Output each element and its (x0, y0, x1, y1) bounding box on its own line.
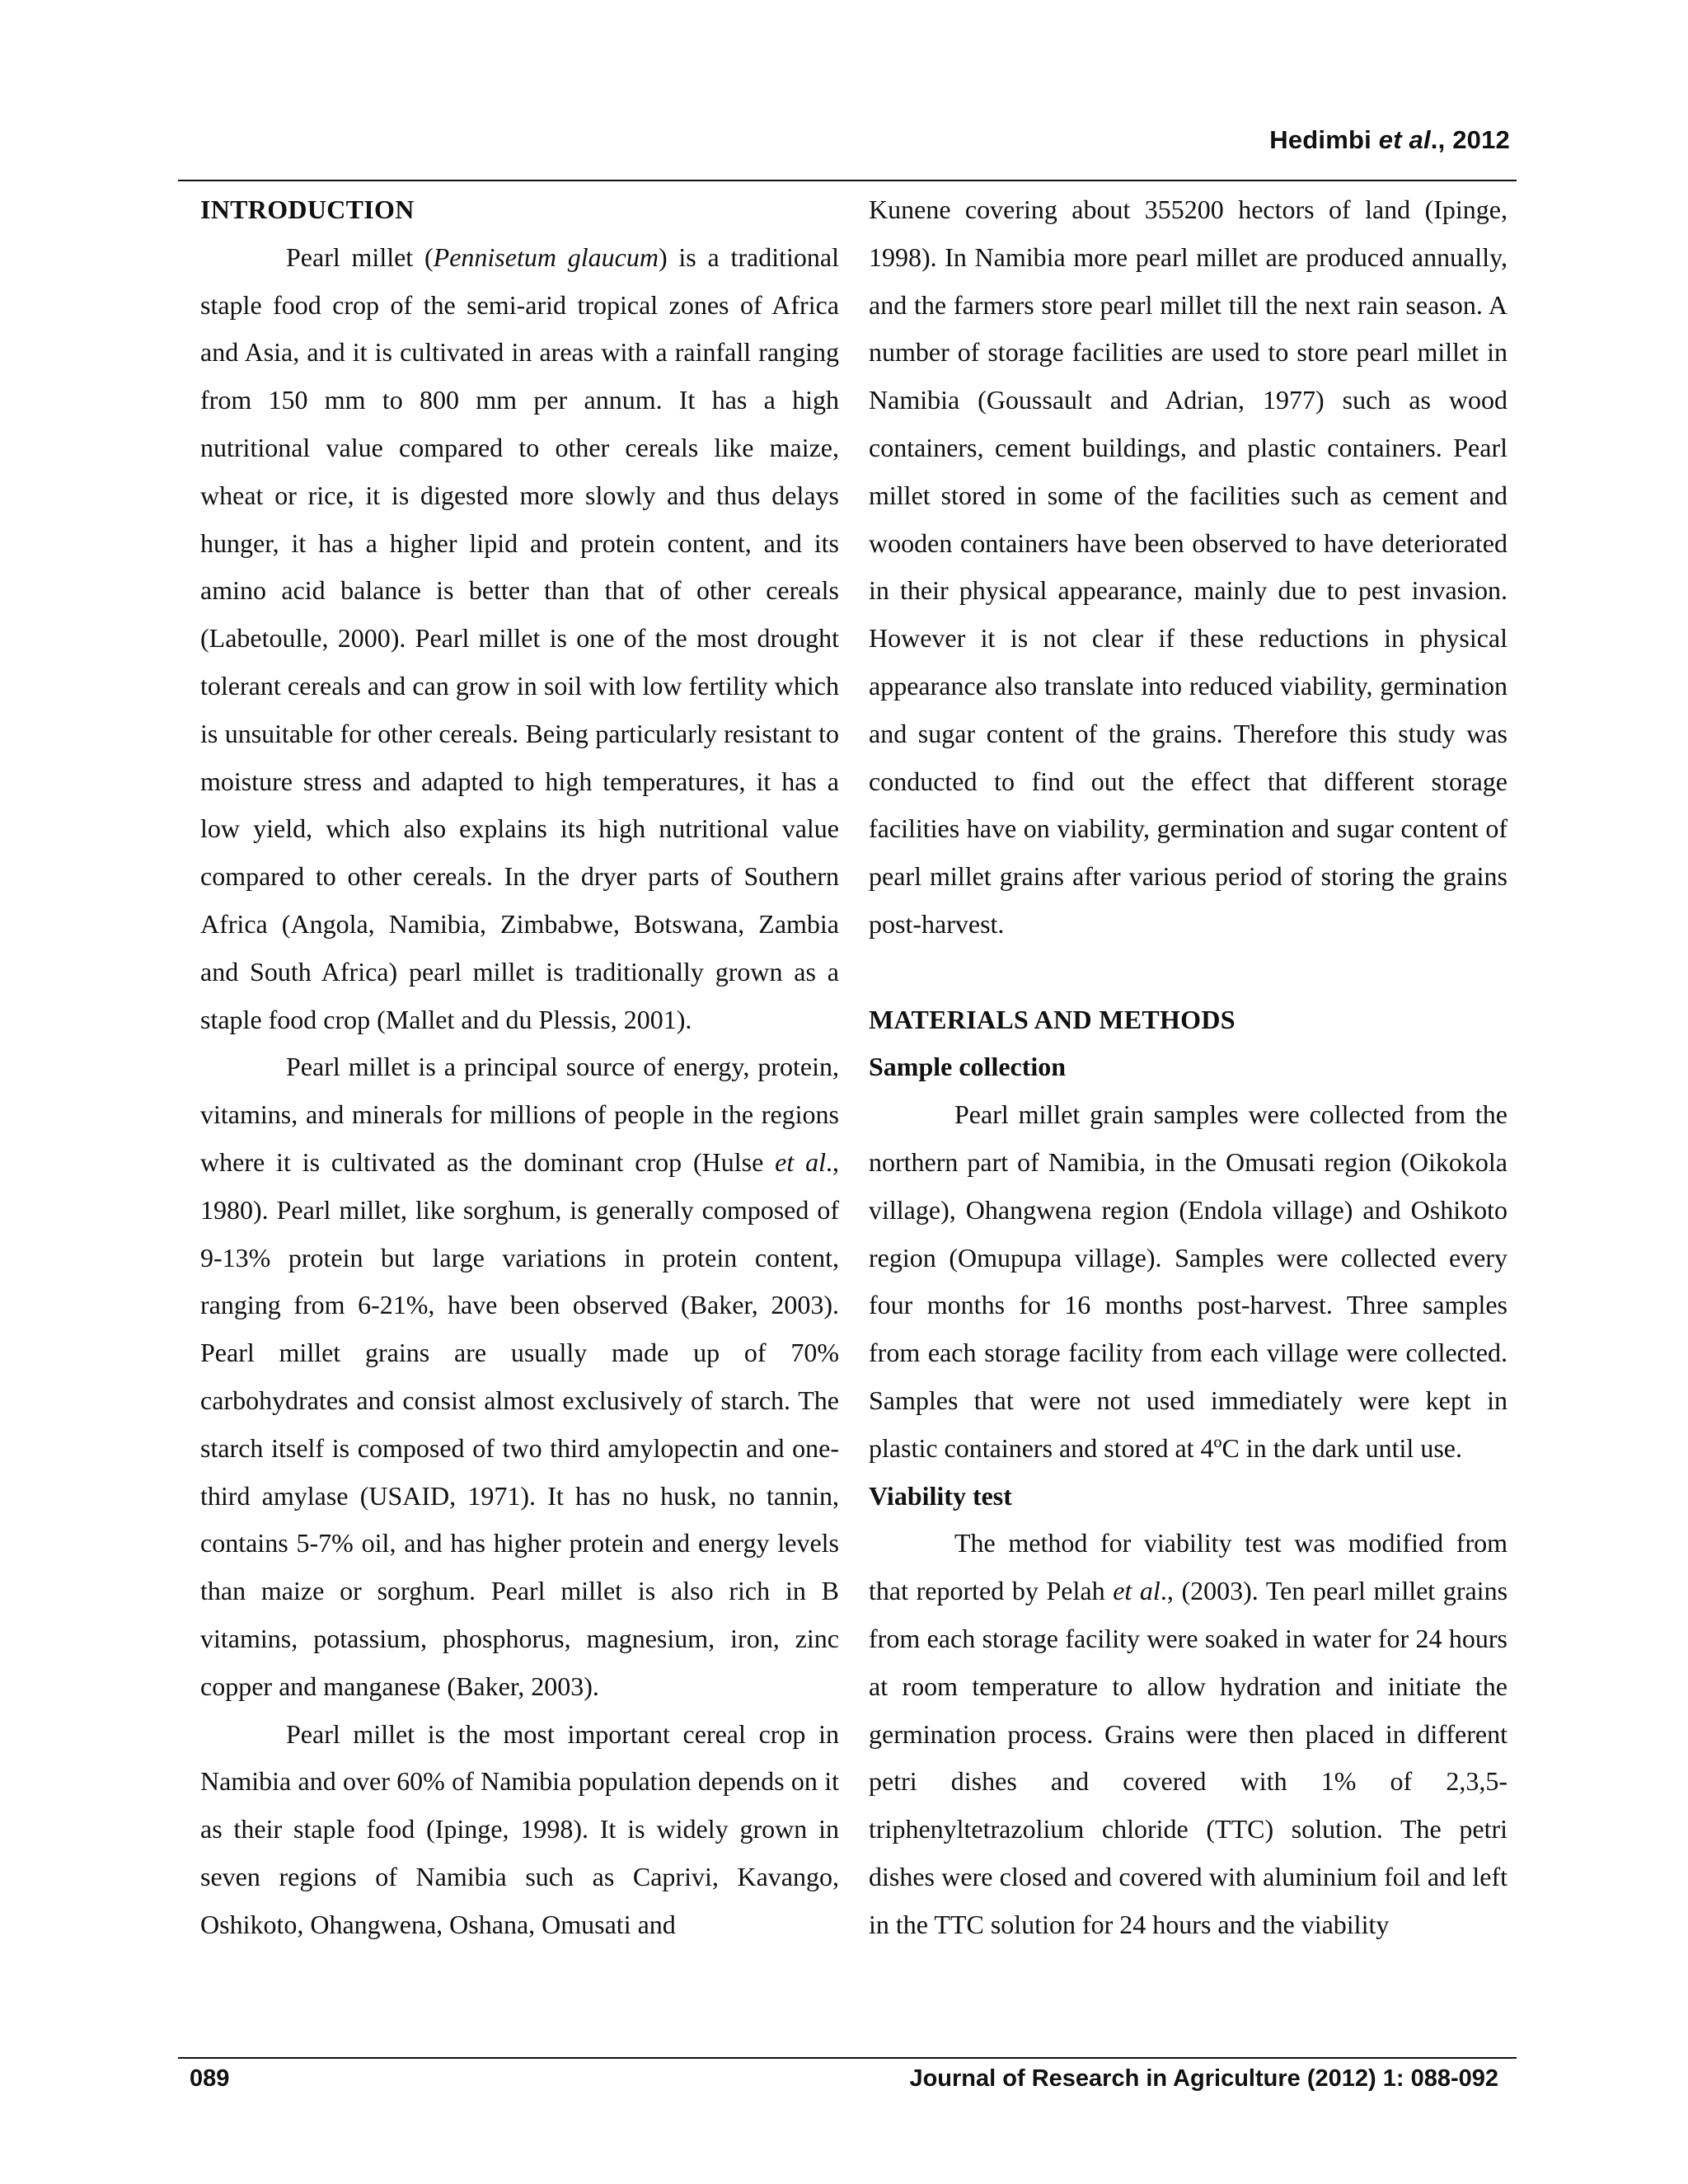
left-column (200, 186, 839, 1948)
year: ., 2012 (1430, 125, 1510, 154)
running-head (1269, 125, 1510, 155)
viability-test-paragraph: The method for viability test was modified from that reported by Pelah et al., (2003). Ten pearl millet grains from each storage facility were soaked in water for 24 hours at room temperature to allow hydration and initiate the germination process. Grains were then placed in different petri dishes and covered with 1% of 2,3,5-triphenyltetrazolium chloride (TTC) solution. The petri dishes were closed and covered with aluminium foil and left in the TTC solution for 24 hours and the viability (869, 1528, 1508, 1939)
author-name: Hedimbi (1269, 125, 1372, 154)
intro-paragraph-3-continued: Kunene covering about 355200 hectors of land (Ipinge, 1998). In Namibia more pearl millet are produced annually, and the farmers store pearl millet till the next rain season. A number of storage facilities are used to store pearl millet in Namibia (Goussault and Adrian, 1977) such as wood containers, cement buildings, and plastic containers. Pearl millet stored in some of the facilities such as cement and wooden containers have been observed to have deteriorated in their physical appearance, mainly due to pest invasion. However it is not clear if these reductions in physical appearance also translate into reduced viability, germination and sugar content of the grains. Therefore this study was conducted to find out the effect that different storage facilities have on viability, germination and sugar content of pearl millet grains after various period of storing the grains post-harvest. (869, 194, 1507, 939)
introduction-heading: INTRODUCTION (200, 194, 415, 224)
intro-paragraph-3: Pearl millet is the most important cereal crop in Namibia and over 60% of Namibia population depends on it as their staple food (Ipinge, 1998). It is widely grown in seven regions of Namibia such as Caprivi, Kavango, Oshikoto, Ohangwena, Oshana, Omusati and (200, 1718, 839, 1939)
intro-paragraph-2: Pearl millet is a principal source of energy, protein, vitamins, and minerals for millions of people in the regions where it is cultivated as the dominant crop (Hulse et al., 1980). Pearl millet, like sorghum, is generally composed of 9-13% protein but large variations in protein content, ranging from 6-21%, have been observed (Baker, 2003). Pearl millet grains are usually made up of 70% carbohydrates and consist almost exclusively of starch. The starch itself is composed of two third amylopectin and one-third amylase (USAID, 1971). It has no husk, no tannin, contains 5-7% oil, and has higher protein and energy levels than maize or sorghum. Pearl millet is also rich in B vitamins, potassium, phosphorus, magnesium, iron, zinc copper and manganese (Baker, 2003). (200, 1052, 839, 1701)
page-number: 089 (190, 2065, 230, 2092)
section-spacer (869, 949, 1507, 996)
sample-collection-subheading: Sample collection (869, 1052, 1067, 1082)
footer-rule (178, 2057, 1517, 2059)
sample-collection-paragraph: Pearl millet grain samples were collected from the northern part of Namibia, in the Omusati region (Oikokola village), Ohangwena region (Endola village) and Oshikoto region (Omupupa village). Samples were collected every four months for 16 months post-harvest. Three samples from each storage facility from each village were collected. Samples that were not used immediately were kept in plastic containers and stored at 4ºC in the dark until use. (869, 1099, 1507, 1463)
header-rule (178, 180, 1517, 181)
intro-paragraph-1: Pearl millet (Pennisetum glaucum) is a traditional staple food crop of the semi-arid tropical zones of Africa and Asia, and it is cultivated in areas with a rainfall ranging from 150 mm to 800 mm per annum. It has a high nutritional value compared to other cereals like maize, wheat or rice, it is digested more slowly and thus delays hunger, it has a higher lipid and protein content, and its amino acid balance is better than that of other cereals (Labetoulle, 2000). Pearl millet is one of the most drought tolerant cereals and can grow in soil with low fertility which is unsuitable for other cereals. Being particularly resistant to moisture stress and adapted to high temperatures, it has a low yield, which also explains its high nutritional value compared to other cereals. In the dryer parts of Southern Africa (Angola, Namibia, Zimbabwe, Botswana, Zambia and South Africa) pearl millet is traditionally grown as a staple food crop (Mallet and du Plessis, 2001). (200, 241, 840, 1034)
materials-methods-heading: MATERIALS AND METHODS (869, 1004, 1236, 1034)
species-name: Pennisetum glaucum (433, 241, 659, 272)
journal-citation: Journal of Research in Agriculture (2012) 1: 088-092 (909, 2065, 1498, 2092)
right-column (869, 186, 1507, 1948)
viability-test-subheading: Viability test (869, 1480, 1012, 1511)
et-al: et al (1378, 125, 1431, 154)
